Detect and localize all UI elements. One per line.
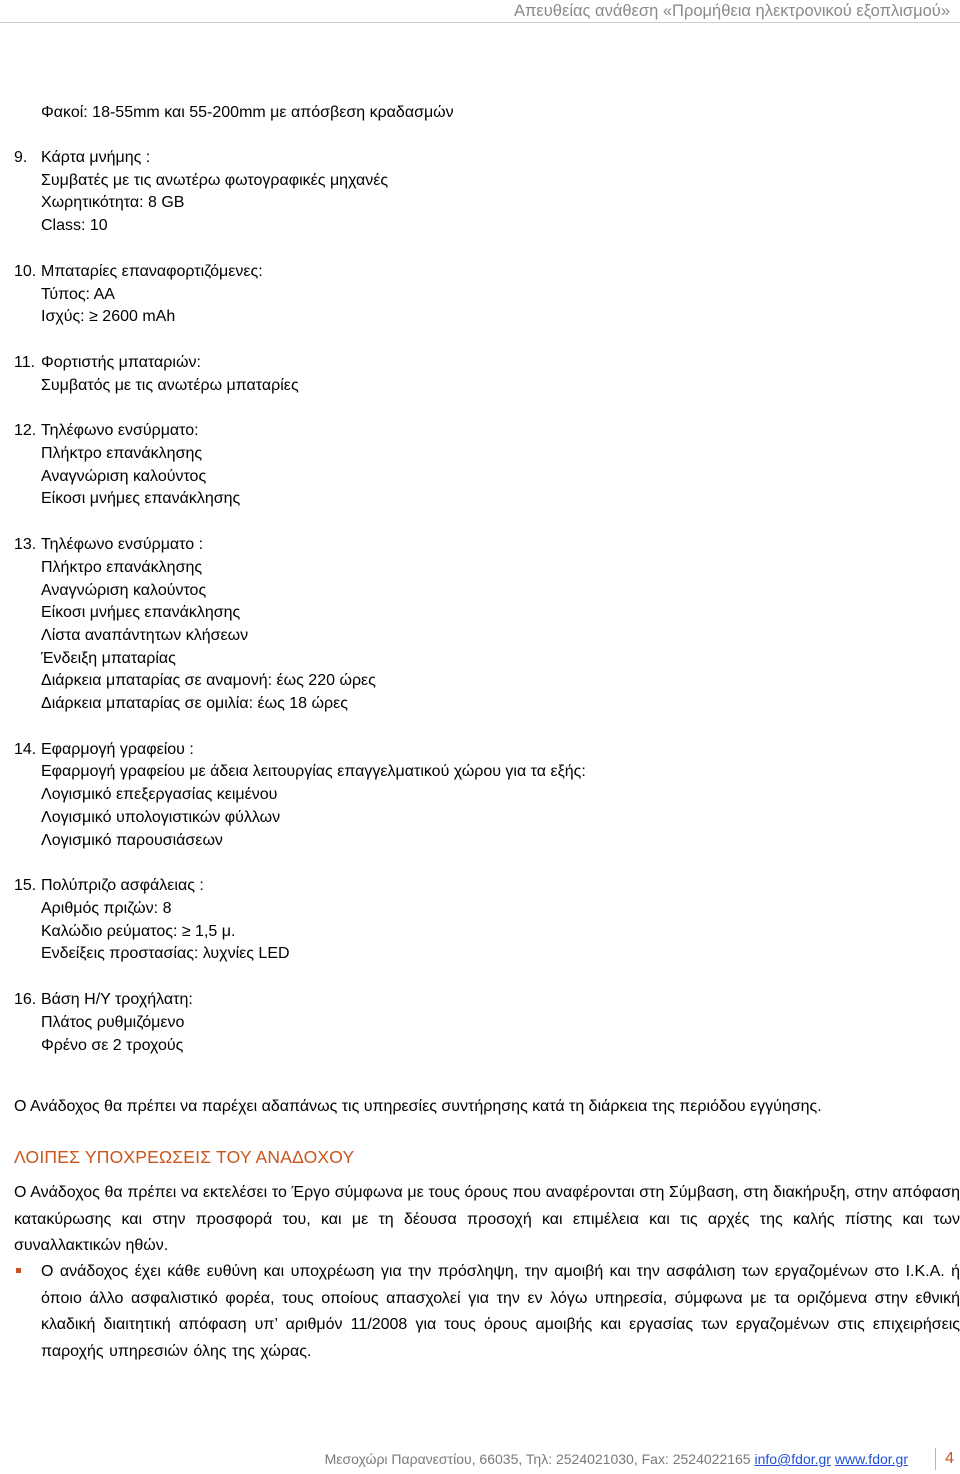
item-number: 13. — [14, 536, 37, 554]
list-item — [14, 534, 944, 716]
item-heading: Τηλέφωνο ενσύρματο : — [41, 536, 204, 554]
bullet-item — [14, 1259, 960, 1365]
item-spec: Διάρκεια μπαταρίας σε αναμονή: έως 220 ώρες — [41, 672, 376, 690]
header-title: Απευθείας ανάθεση «Προμήθεια ηλεκτρονικού εξοπλισμού» — [514, 2, 950, 20]
list-item — [14, 739, 944, 853]
item-spec: Αναγνώριση καλούντος — [41, 581, 207, 599]
item-spec: Λογισμικό παρουσιάσεων — [41, 831, 223, 849]
item-number: 15. — [14, 877, 37, 895]
item-heading: Εφαρμογή γραφείου : — [41, 740, 194, 758]
item-spec: Φρένο σε 2 τροχούς — [41, 1036, 184, 1054]
email-link[interactable]: info@fdor.gr — [754, 1451, 831, 1467]
item-heading: Πολύπριζο ασφάλειας : — [41, 877, 204, 895]
item-number: 16. — [14, 991, 37, 1009]
page-header — [0, 0, 960, 23]
page-number: 4 — [945, 1450, 954, 1467]
item-heading: Φορτιστής μπαταριών: — [41, 353, 201, 371]
item-spec: Εφαρμογή γραφείου με άδεια λειτουργίας επαγγελματικού χώρου για τα εξής: — [41, 763, 586, 781]
item-spec: Διάρκεια μπαταρίας σε ομιλία: έως 18 ώρες — [41, 695, 348, 713]
intro-line: Φακοί: 18-55mm και 55-200mm με απόσβεση κραδασμών — [41, 104, 454, 121]
warranty-statement: Ο Ανάδοχος θα πρέπει να παρέχει αδαπάνως τις υπηρεσίες συντήρησης κατά τη διάρκεια της περιόδου εγγύησης. — [14, 1098, 822, 1115]
footer-divider — [935, 1448, 936, 1470]
item-spec: Πλήκτρο επανάκλησης — [41, 445, 203, 463]
list-item — [14, 352, 944, 397]
list-item — [14, 875, 944, 966]
square-bullet-icon — [16, 1268, 21, 1273]
item-spec: Λογισμικό υπολογιστικών φύλλων — [41, 808, 281, 826]
item-spec: Ισχύς: ≥ 2600 mAh — [41, 308, 176, 326]
item-spec: Αναγνώριση καλούντος — [41, 467, 207, 485]
footer-contact — [325, 1444, 908, 1474]
item-number: 9. — [14, 149, 28, 166]
section-paragraph: Ο Ανάδοχος θα πρέπει να εκτελέσει το Έργο σύμφωνα με τους όρους που αναφέρονται στη Σύμβαση, στη διακήρυξη, στην απόφαση κατακύρωσης και στην προσφορά του, και με τη δέουσα προσοχή και επιμέλεια και τις αρχές της καλής πίστης και των συναλλακτικών ηθών. — [14, 1184, 960, 1254]
item-spec: Λογισμικό επεξεργασίας κειμένου — [41, 786, 278, 804]
list-item — [14, 261, 944, 329]
website-link[interactable]: www.fdor.gr — [834, 1451, 908, 1467]
list-item — [14, 420, 944, 511]
item-number: 10. — [14, 262, 37, 280]
item-number: 11. — [14, 353, 36, 371]
bullet-text: Ο ανάδοχος έχει κάθε ευθύνη και υποχρέωση για την πρόσληψη, την αμοιβή και την ασφάλιση των εργαζομένων στο Ι.Κ.Α. ή όποιο άλλο ασφαλιστικό φορέα, τους οποίους απασχολεί για την εν λόγω υπηρεσία, σύμφωνα με τα οριζόμενα στην εθνική κλαδική διαιτητική απόφαση υπ’ αριθμόν 11/2008 για τους όρους αμοιβής και εργασίας των εργαζομένων στις επιχειρήσεις παροχής υπηρεσιών όλης της χώρας. — [41, 1263, 960, 1360]
item-spec: Συμβατές με τις ανωτέρω φωτογραφικές μηχανές — [41, 171, 389, 189]
item-heading: Τηλέφωνο ενσύρματο: — [41, 422, 199, 440]
spec-list — [14, 147, 944, 1080]
item-number: 14. — [14, 740, 37, 758]
item-spec: Λίστα αναπάντητων κλήσεων — [41, 626, 249, 644]
footer-address: Μεσοχώρι Παρανεστίου, 66035, Τηλ: 2524021030, Fax: 2524022165 — [324, 1451, 751, 1467]
item-spec: Καλώδιο ρεύματος: ≥ 1,5 μ. — [41, 922, 236, 940]
item-spec: Είκοσι μνήμες επανάκλησης — [41, 490, 241, 508]
item-spec: Τύπος: ΑΑ — [41, 285, 115, 303]
item-spec: Είκοσι μνήμες επανάκλησης — [41, 604, 241, 622]
item-heading: Μπαταρίες επαναφορτιζόμενες: — [41, 262, 263, 280]
item-spec: Class: 10 — [41, 217, 108, 235]
item-spec: Αριθμός πριζών: 8 — [41, 899, 172, 917]
list-item — [14, 989, 944, 1057]
item-spec: Χωρητικότητα: 8 GB — [41, 194, 185, 212]
item-number: 12. — [14, 422, 37, 440]
item-spec: Πλάτος ρυθμιζόμενο — [41, 1013, 185, 1031]
item-spec: Συμβατός με τις ανωτέρω μπαταρίες — [41, 376, 299, 394]
item-heading: Κάρτα μνήμης : — [41, 149, 151, 166]
list-item — [14, 147, 944, 238]
page-footer — [0, 1444, 960, 1474]
item-spec: Πλήκτρο επανάκλησης — [41, 558, 203, 576]
item-spec: Ενδείξεις προστασίας: λυχνίες LED — [41, 945, 290, 963]
section-title: ΛΟΙΠΕΣ ΥΠΟΧΡΕΩΣΕΙΣ ΤΟΥ ΑΝΑΔΟΧΟΥ — [14, 1147, 355, 1167]
item-heading: Βάση Η/Υ τροχήλατη: — [41, 991, 193, 1009]
item-spec: Ένδειξη μπαταρίας — [41, 649, 176, 667]
